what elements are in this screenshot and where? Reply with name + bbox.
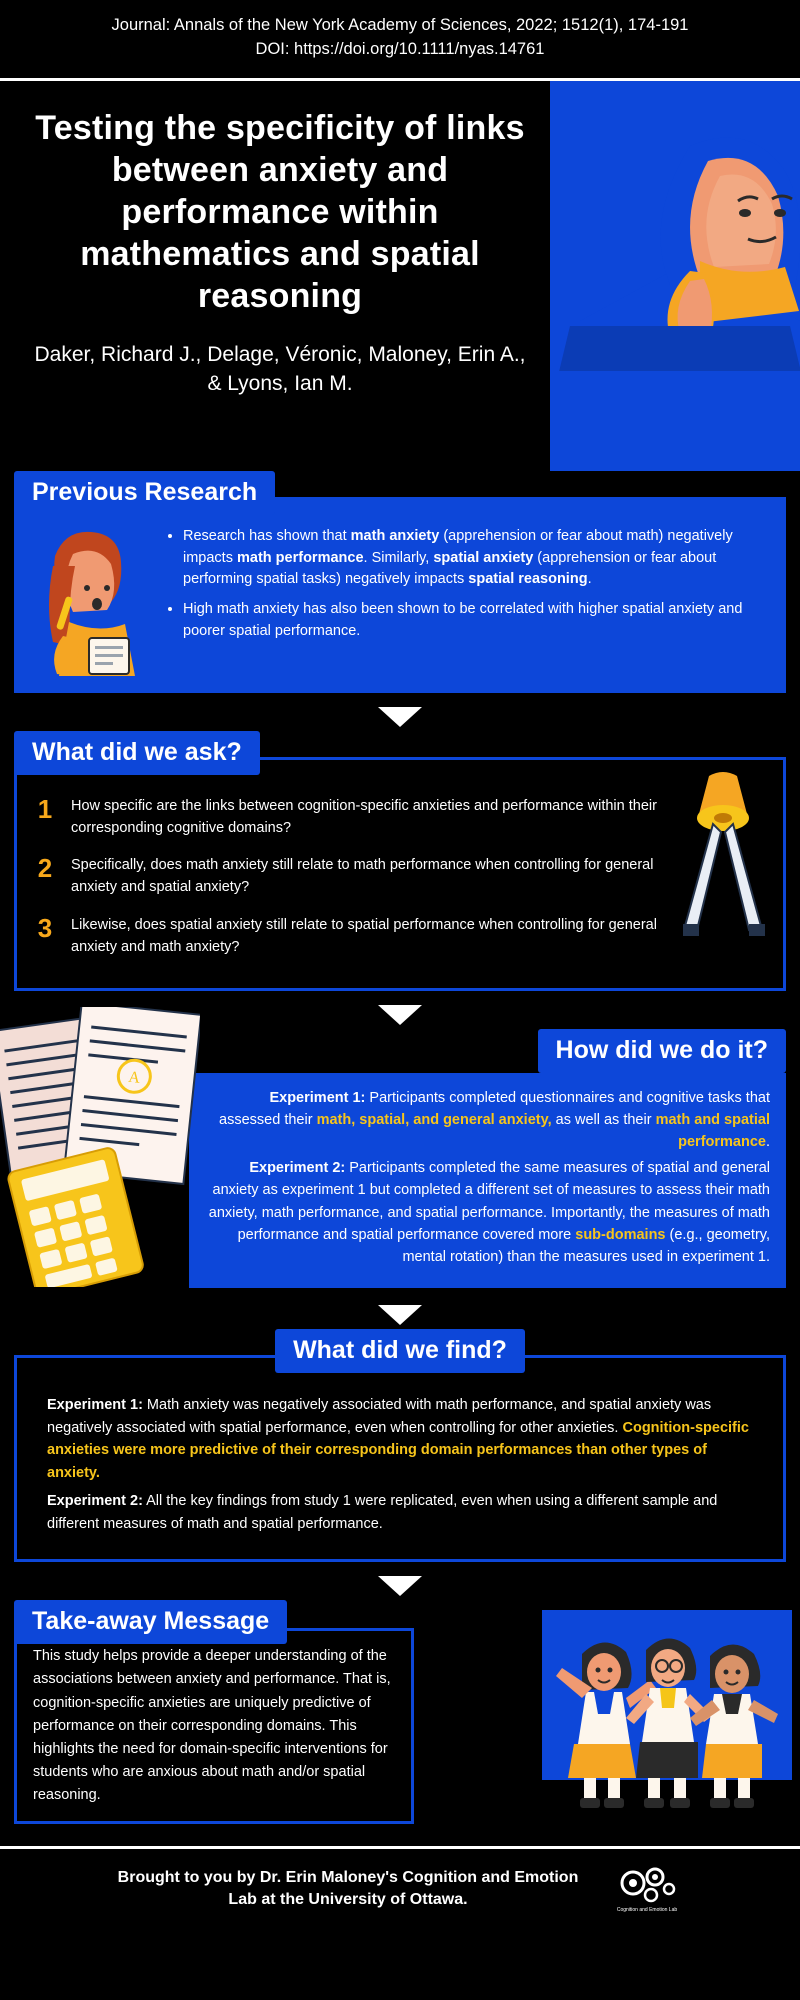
section-what-did-we-ask (0, 731, 800, 1000)
footer (0, 1846, 800, 1933)
method-experiment-2 (205, 1157, 770, 1267)
logo-caption: Cognition and Emotion Lab (616, 1907, 678, 1914)
documents-calculator-illustration (0, 1007, 200, 1287)
list-item: • High math anxiety has also been shown to be correlated with higher spatial anxiety and poorer spatial performance. (183, 599, 767, 643)
question-number: 3 (37, 912, 53, 943)
question-text: Specifically, does math anxiety still relate to math performance when controlling for general anxiety and spatial anxiety? (71, 857, 654, 896)
section-how-did-we-do-it (0, 1029, 800, 1299)
arrow-down-icon (378, 1576, 422, 1596)
question-number: 1 (37, 793, 53, 824)
highlight-subdomains: sub-domains (575, 1226, 666, 1243)
author-list: Daker, Richard J., Delage, Véronic, Maloney, Erin A., & Lyons, Ian M. (34, 342, 526, 396)
previous-research-bullets (163, 526, 767, 651)
highlight-anxiety-types: math, spatial, and general anxiety, (316, 1112, 552, 1129)
question-text: Likewise, does spatial anxiety still relate to spatial performance when controlling for general anxiety and math anxiety? (71, 916, 657, 955)
title-band (0, 81, 800, 471)
question-text: How specific are the links between cognition-specific anxieties and performance within their corresponding cognitive domains? (71, 797, 657, 836)
findings-exp2-label: Experiment 2: (47, 1493, 143, 1510)
experiment-1-text-b: as well as their (551, 1112, 656, 1129)
thinking-student-illustration (540, 121, 800, 411)
student-writing-illustration (33, 526, 153, 676)
arrow-down-icon (378, 1305, 422, 1325)
previous-research-heading: Previous Research (14, 471, 275, 515)
list-item: • Research has shown that math anxiety (apprehension or fear about math) negatively impacts math performance. Similarly, spatial anxiety (apprehension or fear about performing spatial tasks) negatively impacts spatial reasoning. (183, 526, 767, 591)
findings-panel (14, 1355, 786, 1562)
experiment-2-text-a: Participants completed the same measures of spatial and general anxiety as experiment 1 but completed a different set of measures to assess their math anxiety, math performance, and spatial performance. Importantly, the measures of math performance and spatial performance covered more (208, 1160, 770, 1243)
takeaway-panel: This study helps provide a deeper understanding of the associations between anxiety and performance. That is, cognition-specific anxieties are uniquely predictive of performance on their corresponding domains. This highlights the need for domain-specific interventions for students who are anxious about math and/or spatial reasoning. (14, 1628, 414, 1824)
arrow-down-icon (378, 1005, 422, 1025)
method-experiment-1 (205, 1087, 770, 1153)
lab-logo-icon (607, 1861, 687, 1917)
page-title: Testing the specificity of links between anxiety and performance within mathematics and spatial reasoning (35, 108, 525, 316)
section-takeaway (0, 1600, 800, 1832)
journal-doi: DOI: https://doi.org/10.1111/nyas.14761 (255, 39, 545, 58)
section-what-did-we-find (0, 1329, 800, 1570)
experiment-2-label: Experiment 2: (249, 1160, 346, 1177)
ask-panel (14, 757, 786, 992)
findings-exp1-label: Experiment 1: (47, 1397, 143, 1414)
question-row (33, 855, 767, 899)
title-block (0, 107, 560, 399)
findings-experiment-2 (47, 1490, 753, 1535)
method-panel (189, 1073, 786, 1287)
question-row (33, 912, 767, 959)
question-number: 2 (37, 853, 53, 884)
students-illustration (542, 1610, 792, 1820)
findings-exp2-text: All the key findings from study 1 were replicated, even when using a different sample and different measures of math and spatial performance. (47, 1493, 718, 1532)
findings-exp1-text: Math anxiety was negatively associated with math performance, and spatial anxiety was negatively associated with spatial performance, even when controlling for other anxieties. (47, 1397, 712, 1436)
takeaway-heading: Take-away Message (14, 1600, 287, 1644)
svg-text:A: A (127, 1069, 141, 1088)
experiment-1-label: Experiment 1: (269, 1090, 366, 1107)
section-previous-research (0, 471, 800, 701)
findings-highlight: Cognition-specific anxieties were more predictive of their corresponding domain performances than other types of anxiety. (47, 1419, 749, 1481)
question-row (33, 793, 767, 840)
journal-citation: Journal: Annals of the New York Academy of Sciences, 2022; 1512(1), 174-191 (111, 16, 689, 34)
experiment-2-text-b: (e.g., geometry, mental rotation) than the measures used in experiment 1. (402, 1226, 770, 1265)
experiment-1-text-c: . (765, 1134, 770, 1151)
findings-experiment-1 (47, 1394, 753, 1484)
compass-illustration (669, 766, 779, 941)
findings-heading: What did we find? (275, 1329, 525, 1373)
footer-text: Brought to you by Dr. Erin Maloney's Cognition and Emotion Lab at the University of Ottawa. (117, 1869, 579, 1909)
journal-header (0, 0, 800, 81)
ask-heading: What did we ask? (14, 731, 260, 775)
arrow-down-icon (378, 707, 422, 727)
previous-research-panel (14, 497, 786, 693)
experiment-1-text-a: Participants completed questionnaires and cognitive tasks that assessed their (219, 1090, 770, 1129)
highlight-performance: math and spatial performance (655, 1112, 770, 1151)
method-heading: How did we do it? (538, 1029, 786, 1073)
